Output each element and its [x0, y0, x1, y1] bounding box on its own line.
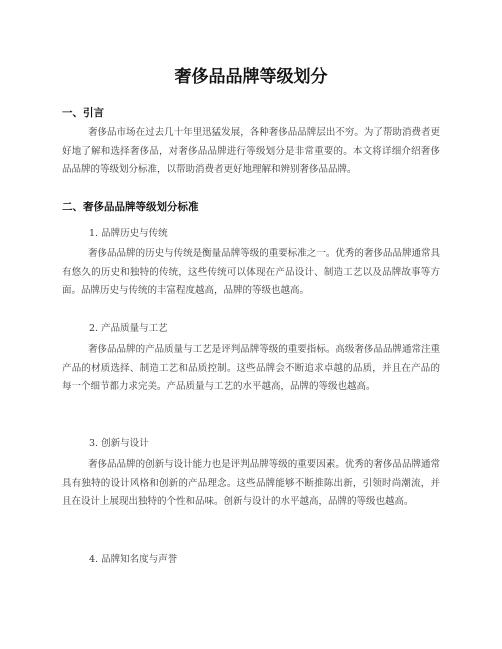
criteria-item-title-2: 2. 产品质量与工艺 — [89, 323, 168, 334]
criteria-item-paragraph-3: 奢侈品品牌的创新与设计能力也是评判品牌等级的重要因素。优秀的奢侈品品牌通常具有独特的设计风格和创新的产品理念。这些品牌能够不断推陈出新，引领时尚潮流，并且在设计上展现出独特的个性和品味。创新与设计的水平越高，品牌的等级也越高。 — [62, 459, 440, 507]
criteria-item-title-1: 1. 品牌历史与传统 — [89, 228, 168, 239]
criteria-item-paragraph-2: 奢侈品品牌的产品质量与工艺是评判品牌等级的重要指标。高级奢侈品品牌通常注重产品的材质选择、制造工艺和品质控制。这些品牌会不断追求卓越的品质，并且在产品的每一个细节都力求完美。产品质量与工艺的水平越高，品牌的等级也越高。 — [62, 344, 440, 392]
criteria-item-paragraph-1: 奢侈品品牌的历史与传统是衡量品牌等级的重要标准之一。优秀的奢侈品品牌通常具有悠久的历史和独特的传统，这些传统可以体现在产品设计、制造工艺以及品牌故事等方面。品牌历史与传统的丰富程度越高，品牌的等级也越高。 — [62, 248, 440, 296]
criteria-item-title-4: 4. 品牌知名度与声誉 — [89, 554, 178, 565]
criteria-item-title-3: 3. 创新与设计 — [89, 438, 149, 449]
section-heading-intro: 一、引言 — [62, 107, 104, 119]
intro-paragraph: 奢侈品市场在过去几十年里迅猛发展，各种奢侈品品牌层出不穷。为了帮助消费者更好地了解和选择奢侈品，对奢侈品品牌进行等级划分是非常重要的。本文将详细介绍奢侈品品牌的等级划分标准，以帮助消费者更好地理解和辨别奢侈品品牌。 — [62, 127, 440, 175]
section-heading-criteria: 二、奢侈品品牌等级划分标准 — [62, 201, 199, 213]
document-title: 奢侈品品牌等级划分 — [174, 67, 328, 87]
